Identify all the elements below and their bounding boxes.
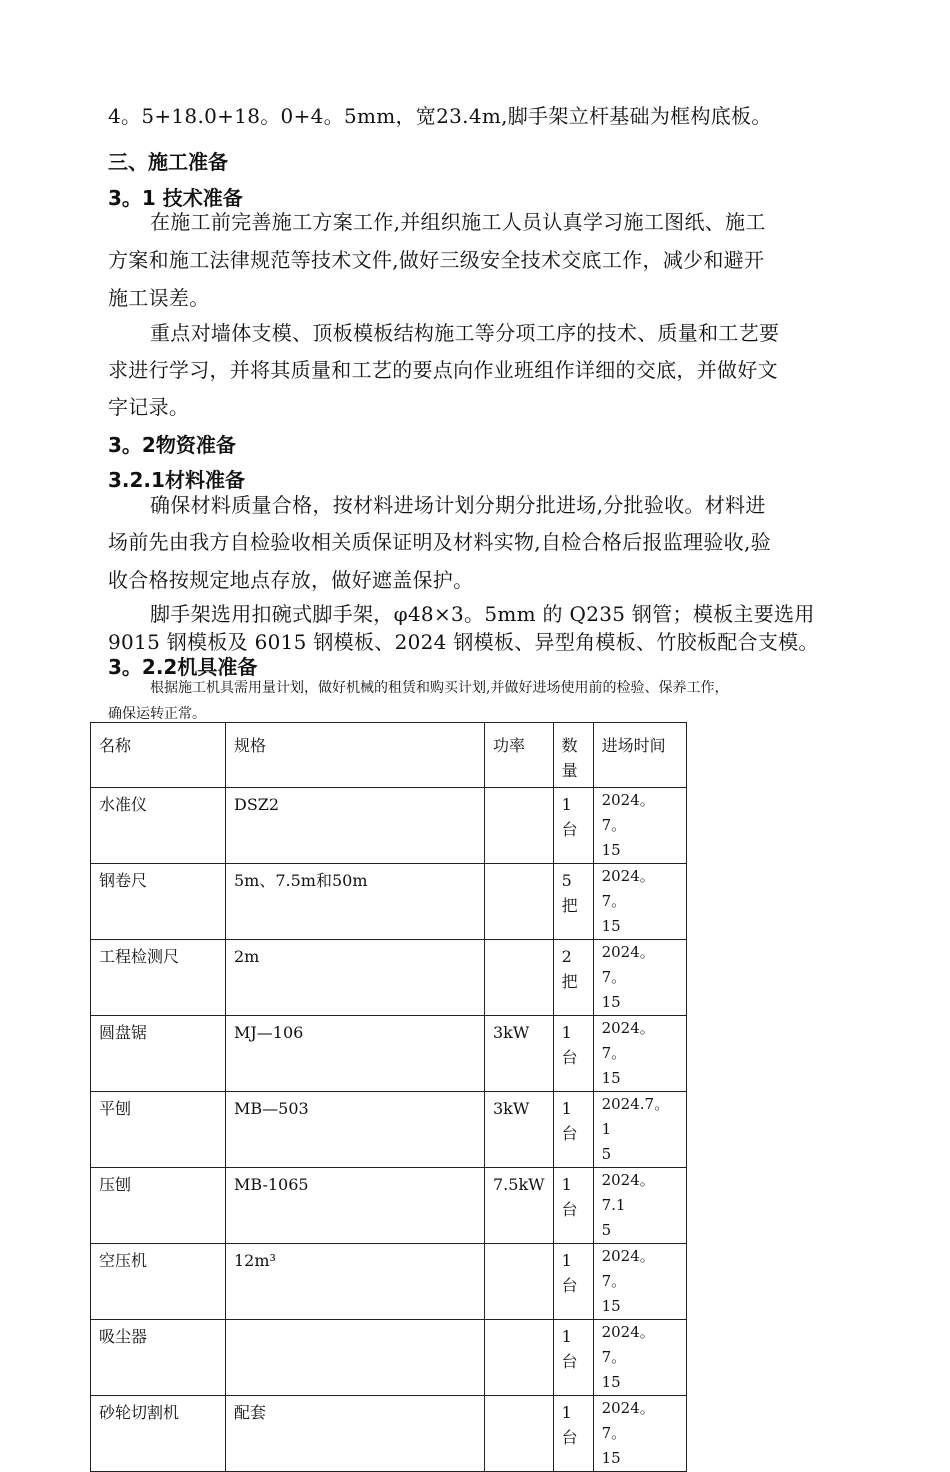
time-line: 5 (601, 1145, 612, 1163)
section-3-1-title: 3。1 技术准备 (108, 186, 243, 210)
table-row (91, 864, 687, 940)
cell-time (593, 788, 686, 864)
cell-spec (226, 1320, 485, 1396)
cell-spec: 配套 (226, 1396, 485, 1472)
cell-power: 7.5kW (485, 1168, 554, 1244)
header-power: 功率 (485, 723, 554, 788)
paragraph-line: 收合格按规定地点存放，做好遮盖保护。 (108, 568, 474, 592)
section-3-2-title: 3。2物资准备 (108, 433, 236, 457)
time-line: 15 (601, 993, 621, 1011)
cell-power (485, 788, 554, 864)
cell-name: 平刨 (91, 1092, 226, 1168)
paragraph-line: 字记录。 (108, 395, 190, 419)
cell-spec: 5m、7.5m和50m (226, 864, 485, 940)
time-line: 15 (601, 841, 621, 859)
cell-time (593, 1396, 686, 1472)
cell-time (593, 1244, 686, 1320)
cell-qty: 1台 (553, 1016, 593, 1092)
paragraph-line: 场前先由我方自检验收相关质保证明及材料实物,自检合格后报监理验收,验 (108, 530, 771, 554)
cell-spec: 2m (226, 940, 485, 1016)
cell-name: 空压机 (91, 1244, 226, 1320)
cell-power: 3kW (485, 1016, 554, 1092)
cell-time (593, 1092, 686, 1168)
paragraph-line: 脚手架选用扣碗式脚手架，φ48×3。5mm 的 Q235 钢管；模板主要选用 (150, 602, 815, 626)
table-row (91, 1396, 687, 1472)
table-row (91, 1168, 687, 1244)
cell-power (485, 1244, 554, 1320)
cell-spec: MB-1065 (226, 1168, 485, 1244)
header-time: 进场时间 (593, 723, 686, 788)
paragraph-line: 确保运转正常。 (108, 706, 206, 722)
cell-power: 3kW (485, 1092, 554, 1168)
cell-power (485, 1396, 554, 1472)
section-3-title: 三、施工准备 (108, 150, 228, 174)
table-row (91, 940, 687, 1016)
cell-name: 圆盘锯 (91, 1016, 226, 1092)
table-row (91, 1016, 687, 1092)
intro-line: 4。5+18.0+18。0+4。5mm，宽23.4m,脚手架立杆基础为框构底板。 (108, 104, 772, 128)
time-line: 2024。7。 (601, 1399, 655, 1442)
paragraph-line: 方案和施工法律规范等技术文件,做好三级安全技术交底工作，减少和避开 (108, 248, 765, 272)
cell-time (593, 864, 686, 940)
cell-qty: 1台 (553, 1396, 593, 1472)
header-qty: 数量 (553, 723, 593, 788)
time-line: 2024。7.1 (601, 1171, 655, 1214)
time-line: 2024。7。 (601, 1019, 655, 1062)
time-line: 15 (601, 1297, 621, 1315)
section-3-2-1-title: 3.2.1材料准备 (108, 468, 245, 492)
cell-power (485, 940, 554, 1016)
equipment-table (90, 722, 687, 1472)
table-row (91, 1320, 687, 1396)
time-line: 2024。7。 (601, 943, 655, 986)
cell-spec: 12m³ (226, 1244, 485, 1320)
cell-name: 压刨 (91, 1168, 226, 1244)
cell-time (593, 1320, 686, 1396)
time-line: 2024。7。 (601, 1247, 655, 1290)
time-line: 15 (601, 917, 621, 935)
paragraph-line: 根据施工机具需用量计划，做好机械的租赁和购买计划,并做好进场使用前的检验、保养工作， (150, 680, 729, 696)
cell-spec: MB—503 (226, 1092, 485, 1168)
cell-power (485, 864, 554, 940)
paragraph-line: 确保材料质量合格，按材料进场计划分期分批进场,分批验收。材料进 (150, 493, 766, 517)
section-3-2-2-title: 3。2.2机具准备 (108, 655, 258, 679)
paragraph-line: 求进行学习，并将其质量和工艺的要点向作业班组作详细的交底，并做好文 (108, 358, 778, 382)
paragraph-line: 9015 钢模板及 6015 钢模板、2024 钢模板、异型角模板、竹胶板配合支模。 (108, 630, 819, 654)
time-line: 2024.7。1 (601, 1095, 670, 1138)
time-line: 2024。7。 (601, 1323, 655, 1366)
paragraph-line: 重点对墙体支模、顶板模板结构施工等分项工序的技术、质量和工艺要 (150, 321, 780, 345)
cell-power (485, 1320, 554, 1396)
cell-name: 吸尘器 (91, 1320, 226, 1396)
cell-qty: 5把 (553, 864, 593, 940)
cell-qty: 2把 (553, 940, 593, 1016)
cell-spec: MJ—106 (226, 1016, 485, 1092)
time-line: 15 (601, 1373, 621, 1391)
cell-qty: 1台 (553, 1244, 593, 1320)
cell-time (593, 1168, 686, 1244)
cell-qty: 1台 (553, 788, 593, 864)
cell-time (593, 1016, 686, 1092)
cell-spec: DSZ2 (226, 788, 485, 864)
cell-name: 工程检测尺 (91, 940, 226, 1016)
header-spec: 规格 (226, 723, 485, 788)
time-line: 5 (601, 1221, 612, 1239)
cell-name: 钢卷尺 (91, 864, 226, 940)
cell-time (593, 940, 686, 1016)
table-header-row (91, 723, 687, 788)
cell-qty: 1台 (553, 1168, 593, 1244)
header-name: 名称 (91, 723, 226, 788)
cell-qty: 1台 (553, 1320, 593, 1396)
table-row (91, 1092, 687, 1168)
time-line: 2024。7。 (601, 791, 655, 834)
time-line: 15 (601, 1449, 621, 1467)
paragraph-line: 施工误差。 (108, 286, 210, 310)
cell-name: 砂轮切割机 (91, 1396, 226, 1472)
cell-name: 水准仪 (91, 788, 226, 864)
cell-qty: 1台 (553, 1092, 593, 1168)
time-line: 15 (601, 1069, 621, 1087)
table-row (91, 1244, 687, 1320)
table-row (91, 788, 687, 864)
paragraph-line: 在施工前完善施工方案工作,并组织施工人员认真学习施工图纸、施工 (150, 210, 766, 234)
time-line: 2024。7。 (601, 867, 655, 910)
